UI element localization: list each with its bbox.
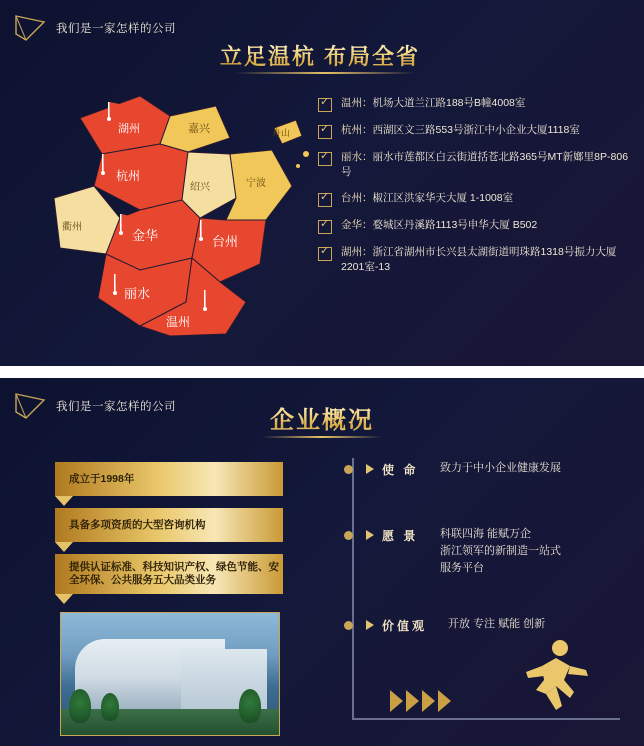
svg-text:温州: 温州 <box>166 315 191 329</box>
address-list <box>318 96 630 286</box>
timeline-dot <box>344 531 353 540</box>
address-city: 温州： <box>341 97 373 109</box>
slide1-title: 立足温杭 布局全省 <box>70 40 570 71</box>
address-detail: 浙江省湖州市长兴县太湖街道明珠路1318号振力大厦2201室-13 <box>341 246 617 273</box>
slide-locations <box>0 0 644 366</box>
svg-text:嘉兴: 嘉兴 <box>188 123 210 135</box>
running-person-icon <box>512 636 598 722</box>
timeline-axis <box>352 458 354 720</box>
check-icon <box>318 152 332 166</box>
timeline-label: 价值观 <box>382 619 428 633</box>
svg-text:金华: 金华 <box>132 228 159 243</box>
svg-text:绍兴: 绍兴 <box>190 182 210 193</box>
svg-text:丽水: 丽水 <box>124 286 151 301</box>
address-city: 湖州： <box>341 246 373 258</box>
address-detail: 婺城区丹溪路1113号申华大厦 B502 <box>372 219 538 231</box>
slide2-title: 企业概况 <box>0 400 644 435</box>
tree-icon <box>239 689 261 723</box>
banner-founded: 成立于1998年 <box>55 462 283 496</box>
timeline-label: 愿 景 <box>382 529 419 543</box>
slide1-ribbon <box>14 14 176 42</box>
banner-services: 提供认证标准、科技知识产权、绿色节能、安全环保、公共服务五大品类业务 <box>55 554 283 594</box>
zhejiang-map <box>20 58 320 348</box>
timeline-text: 致力于中小企业健康发展 <box>440 462 561 474</box>
slide-divider <box>0 366 644 378</box>
tree-icon <box>101 693 119 721</box>
svg-text:台州: 台州 <box>212 234 239 249</box>
slide2-title-underline <box>262 436 382 438</box>
check-icon <box>318 125 332 139</box>
timeline-text: 开放 专注 赋能 创新 <box>448 618 546 630</box>
timeline-dot <box>344 465 353 474</box>
address-item <box>318 123 630 139</box>
svg-text:湖州: 湖州 <box>118 123 140 135</box>
slide1-ribbon-label: 我们是一家怎样的公司 <box>56 23 176 35</box>
svg-text:宁波: 宁波 <box>246 178 266 189</box>
svg-text:衢州: 衢州 <box>62 222 82 233</box>
flag-icon <box>14 14 48 42</box>
check-icon <box>318 193 332 207</box>
address-item <box>318 191 630 207</box>
banner-tail <box>55 496 73 506</box>
arrow-icon <box>366 620 374 630</box>
check-icon <box>318 247 332 261</box>
arrow-icon <box>366 464 374 474</box>
timeline-dot <box>344 621 353 630</box>
timeline-text-line: 浙江领军的新制造一站式 <box>440 545 561 557</box>
arrow-icon <box>366 530 374 540</box>
address-detail: 西湖区文三路553号浙江中小企业大厦1118室 <box>372 124 580 136</box>
address-item <box>318 150 630 180</box>
address-detail: 机场大道兰江路188号B幢4008室 <box>372 97 526 109</box>
chevron-arrows-icon <box>390 690 451 712</box>
timeline-text-line: 科联四海 能赋万企 <box>440 528 532 540</box>
address-detail: 丽水市莲都区白云街道括苍北路365号MT新嫏里8P-806号 <box>341 151 629 178</box>
address-item <box>318 96 630 112</box>
check-icon <box>318 98 332 112</box>
address-detail: 椒江区洪家华天大厦 1-1008室 <box>372 192 514 204</box>
address-item <box>318 245 630 275</box>
address-item <box>318 218 630 234</box>
svg-text:舟山: 舟山 <box>272 128 291 138</box>
office-building-photo <box>60 612 280 736</box>
tree-icon <box>69 689 91 723</box>
address-city: 丽水： <box>341 151 373 163</box>
timeline-text-line: 服务平台 <box>440 562 484 574</box>
banner-qualification: 具备多项资质的大型咨询机构 <box>55 508 283 542</box>
address-city: 金华： <box>341 219 373 231</box>
address-city: 台州： <box>341 192 373 204</box>
timeline-label: 使 命 <box>382 463 419 477</box>
check-icon <box>318 220 332 234</box>
banner-tail <box>55 542 73 552</box>
address-city: 杭州： <box>341 124 373 136</box>
svg-text:杭州: 杭州 <box>116 169 141 183</box>
timeline-text <box>440 526 640 577</box>
banner-tail <box>55 594 73 604</box>
